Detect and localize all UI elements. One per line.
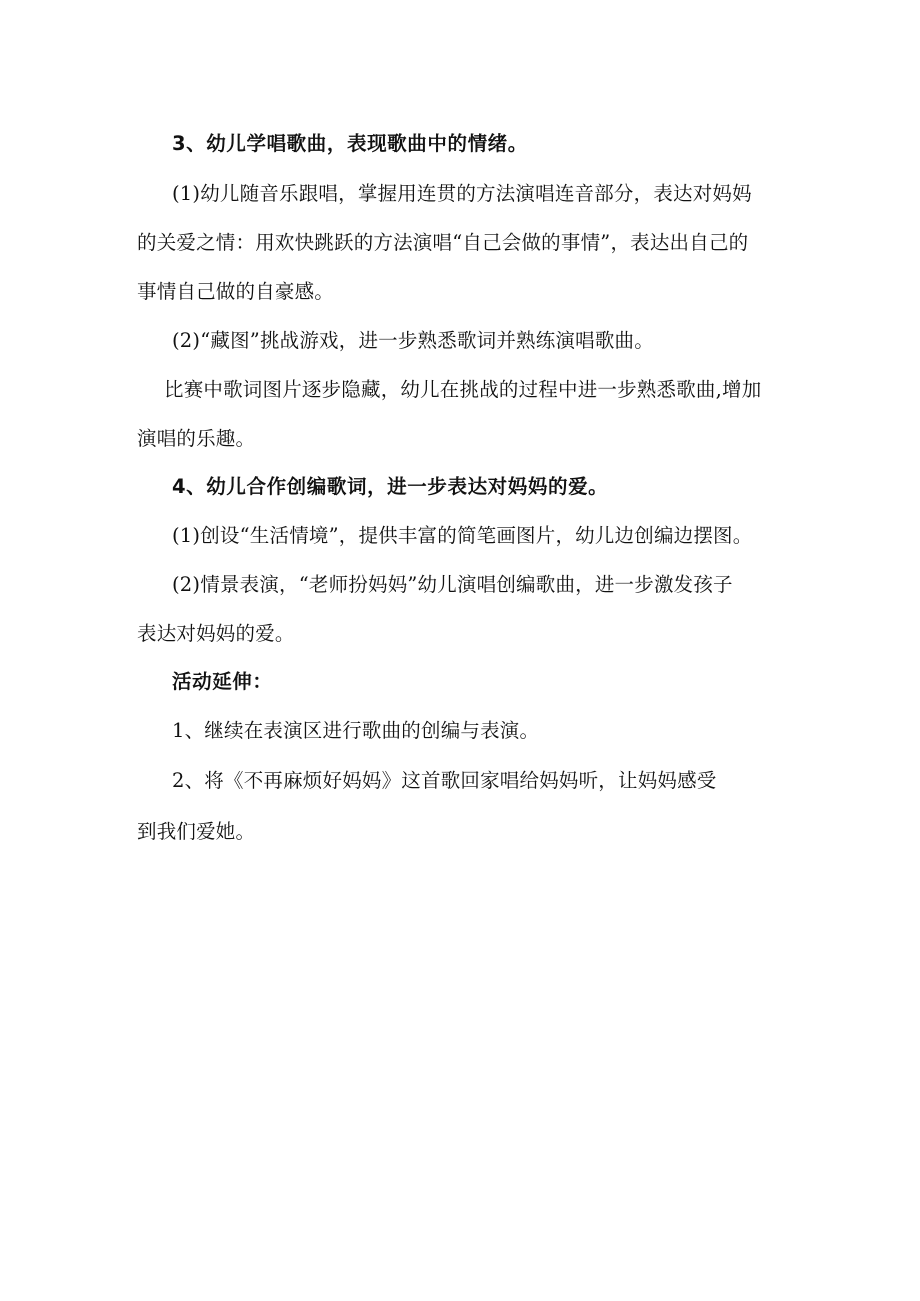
item-4-1: (1)创设“生活情境”，提供丰富的简笔画图片，幼儿边创编边摆图。	[172, 524, 753, 547]
section-heading-4: 4、幼儿合作创编歌词，进一步表达对妈妈的爱。	[172, 475, 609, 498]
paragraph-3-2-line2: 演唱的乐趣。	[137, 427, 256, 450]
extension-item-2-line2: 到我们爱她。	[137, 820, 256, 843]
item-3-1-line1: (1)幼儿随音乐跟唱，掌握用连贯的方法演唱连音部分，表达对妈妈	[172, 182, 752, 205]
section-heading-3: 3、幼儿学唱歌曲，表现歌曲中的情绪。	[172, 132, 528, 155]
paragraph-3-2-line1: 比赛中歌词图片逐步隐藏，幼儿在挑战的过程中进一步熟悉歌曲,增加	[164, 378, 762, 401]
extension-heading: 活动延伸：	[172, 670, 273, 693]
item-3-2: (2)“藏图”挑战游戏，进一步熟悉歌词并熟练演唱歌曲。	[172, 329, 654, 352]
item-4-2-line2: 表达对妈妈的爱。	[137, 622, 295, 645]
item-3-1-line2: 的关爱之情：用欢快跳跃的方法演唱“自己会做的事情”，表达出自己的	[137, 231, 749, 254]
item-4-2-line1: (2)情景表演，“老师扮妈妈”幼儿演唱创编歌曲，进一步激发孩子	[172, 573, 733, 596]
extension-item-1: 1、继续在表演区进行歌曲的创编与表演。	[172, 719, 540, 742]
extension-item-2-line1: 2、将《不再麻烦好妈妈》这首歌回家唱给妈妈听，让妈妈感受	[172, 769, 717, 792]
item-3-1-line3: 事情自己做的自豪感。	[137, 280, 335, 303]
